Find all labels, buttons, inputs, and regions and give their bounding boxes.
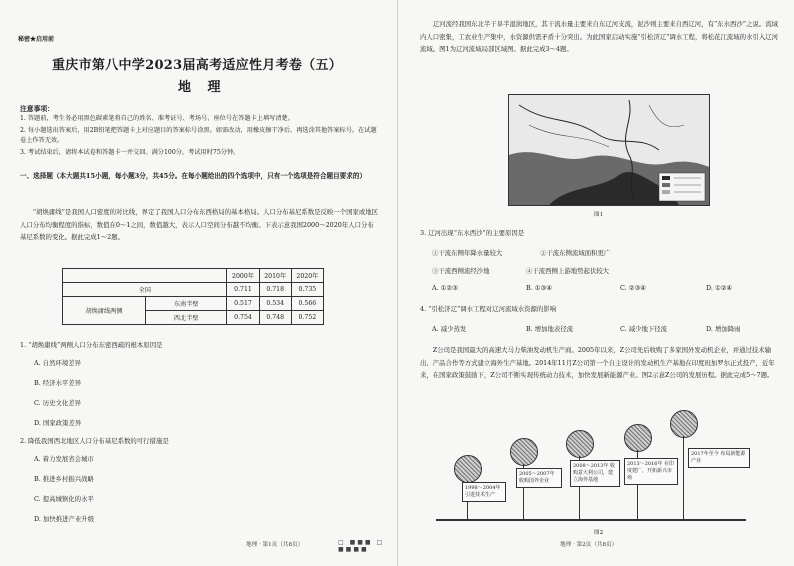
q1-option-b: B. 经济水平差异 bbox=[34, 379, 82, 387]
timeline-stage-2: 2005～2007年 收购国外企业 bbox=[516, 468, 562, 488]
notice-3: 3. 考试结束后，请将本试卷和答题卡一并交回。满分100分，考试用时75分钟。 bbox=[20, 149, 240, 156]
section-heading: 一、选择题（本大题共15小题，每小题3分，共45分。在每小题给出的四个选项中，只有一个选项是符合题目要求的） bbox=[20, 172, 367, 180]
table-header-year: 2000年 bbox=[227, 269, 259, 283]
figure-1-caption: 图1 bbox=[594, 212, 604, 218]
q1-option-a: A. 自然环境差异 bbox=[34, 359, 82, 367]
gini-table bbox=[62, 268, 324, 325]
question-4-stem: 4. “引松济辽”调水工程对辽河流域水资源的影响 bbox=[420, 305, 557, 313]
timeline-node-4 bbox=[624, 424, 652, 452]
table-cell: 0.517 bbox=[227, 297, 259, 311]
timeline-node-2 bbox=[510, 438, 538, 466]
footer-page-2: 地理 · 第2页（共8页） bbox=[560, 542, 618, 548]
row-label-southeast: 东南半壁 bbox=[146, 297, 227, 311]
q3-answer-a: A. ①②③ bbox=[432, 284, 458, 292]
company-z-paragraph: Z公司是我国最大的高速大马力柴油发动机生产商。2005年以来，Z公司先后收购了多家国外发动机企业，并通过技术输出、产品合作等方式建立海外生产基地。2014年11月Z公司第一个自主设计的发动机生产基地在印度班加罗尔正式投产，近年来，在国家政策鼓励下，Z公司不断实现传统动力技术，加快发展新能源产业。图2示意Z公司的发展历程。据此完成5～7题。 bbox=[420, 346, 775, 379]
row-group-label: 胡焕庸线两侧 bbox=[63, 297, 146, 325]
notice-1: 1. 答题前，考生务必用黑色碳素笔将自己的姓名、准考证号、考场号、座位号在答题卡上填写清楚。 bbox=[20, 115, 294, 122]
footer-barcode-text: □ ■■■ □ ■■■■ bbox=[338, 539, 385, 553]
q2-option-a: A. 着力发展省会城市 bbox=[34, 455, 94, 463]
table-cell: 0.711 bbox=[227, 283, 259, 297]
q2-option-c: C. 提高城镇化的水平 bbox=[34, 495, 94, 503]
q2-option-d: D. 加快推进产业升级 bbox=[34, 515, 95, 523]
table-cell: 0.534 bbox=[259, 297, 291, 311]
q4-option-a: A. 减少蒸发 bbox=[432, 325, 467, 333]
intro-paragraph: “胡焕庸线”是我国人口密度的对比线，界定了我国人口分布东西格局的基本格局。人口分布基尼系数是反映一个国家或地区人口分布均衡程度的指标，数值在0～1之间，数值越大，表示人口空间分布越不均衡。下表示意我国2000～2020年人口分布基尼系数的变化。据此完成1～2题。 bbox=[20, 208, 379, 241]
timeline-stage-5: 2017年至今 布局新能源产业 bbox=[688, 448, 750, 468]
q3-statement-4: ④干流西侧上游地势起伏较大 bbox=[526, 267, 610, 275]
q4-option-d: D. 增加降雨 bbox=[706, 325, 741, 333]
timeline-node-1 bbox=[454, 455, 482, 483]
figure-1-map bbox=[508, 94, 710, 206]
table-cell: 0.718 bbox=[259, 283, 291, 297]
q3-answer-c: C. ②③④ bbox=[620, 284, 646, 292]
row-label-national: 全国 bbox=[63, 283, 227, 297]
figure-2-caption: 图2 bbox=[594, 530, 604, 536]
table-corner bbox=[63, 269, 227, 283]
timeline-node-3 bbox=[566, 430, 594, 458]
q3-statement-1: ①干流东侧年降水量较大 bbox=[432, 249, 503, 257]
table-cell: 0.754 bbox=[227, 311, 259, 325]
table-cell: 0.735 bbox=[291, 283, 323, 297]
timeline-stem bbox=[683, 436, 684, 519]
q4-option-b: B. 增加地表径流 bbox=[526, 325, 574, 333]
exam-title: 重庆市第八中学2023届高考适应性月考卷（五） bbox=[52, 58, 343, 73]
notice-heading: 注意事项： bbox=[20, 105, 54, 113]
timeline-stage-4: 2013～2016年 在印度建厂，开拓新兴市场 bbox=[624, 458, 678, 485]
footer-page-1: 地理 · 第1页（共8页） bbox=[246, 542, 304, 548]
liao-river-intro: 辽河流经我国东北半干旱半湿润地区，其干流水量主要来自东辽河支流，泥沙则主要来自西辽河，有“东水西沙”之说。流域内人口密集，工农业生产集中，水资源供需矛盾十分突出。为此国家启动实施“引松济辽”调水工程，将松花江流域的水引入辽河流域。图1为辽河流域局部区域图。据此完成3～4题。 bbox=[420, 20, 779, 53]
table-cell: 0.566 bbox=[291, 297, 323, 311]
row-label-northwest: 西北半壁 bbox=[146, 311, 227, 325]
q3-answer-d: D. ①②④ bbox=[706, 284, 733, 292]
liao-river-map-drawing bbox=[509, 95, 709, 205]
q3-statement-2: ②干流东侧流域面积更广 bbox=[540, 249, 611, 257]
question-2-stem: 2. 降低我国西北地区人口分布基尼系数的可行措施是 bbox=[20, 437, 169, 445]
q1-option-d: D. 国家政策差异 bbox=[34, 419, 82, 427]
table-header-year: 2020年 bbox=[291, 269, 323, 283]
timeline-node-5 bbox=[670, 410, 698, 438]
notice-2: 2. 每小题选出答案后，用2B铅笔把答题卡上对应题目的答案标号涂黑。如需改动，用橡皮擦干净后，再选涂其他答案标号。在试题卷上作答无效。 bbox=[20, 127, 377, 144]
timeline-axis bbox=[436, 519, 746, 521]
secret-label: 秘密★启用前 bbox=[18, 36, 55, 43]
table-cell: 0.752 bbox=[291, 311, 323, 325]
q4-option-c: C. 减少地下径流 bbox=[620, 325, 668, 333]
table-header-year: 2010年 bbox=[259, 269, 291, 283]
subject-title: 地 理 bbox=[178, 80, 227, 95]
q1-option-c: C. 历史文化差异 bbox=[34, 399, 82, 407]
timeline-stage-3: 2008～2013年 收购意大利公司，建立海外基地 bbox=[570, 460, 620, 487]
timeline-stage-1: 1998～2004年 引进技术生产 bbox=[462, 482, 506, 502]
question-1-stem: 1. “胡焕庸线”两侧人口分布东密西疏的根本原因是 bbox=[20, 341, 163, 349]
q3-statement-3: ③干流西侧流经沙地 bbox=[432, 267, 490, 275]
table-cell: 0.748 bbox=[259, 311, 291, 325]
q2-option-b: B. 推进乡村振兴战略 bbox=[34, 475, 94, 483]
q3-answer-b: B. ①③④ bbox=[526, 284, 552, 292]
question-3-stem: 3. 辽河出现“东水西沙”的主要原因是 bbox=[420, 229, 525, 237]
